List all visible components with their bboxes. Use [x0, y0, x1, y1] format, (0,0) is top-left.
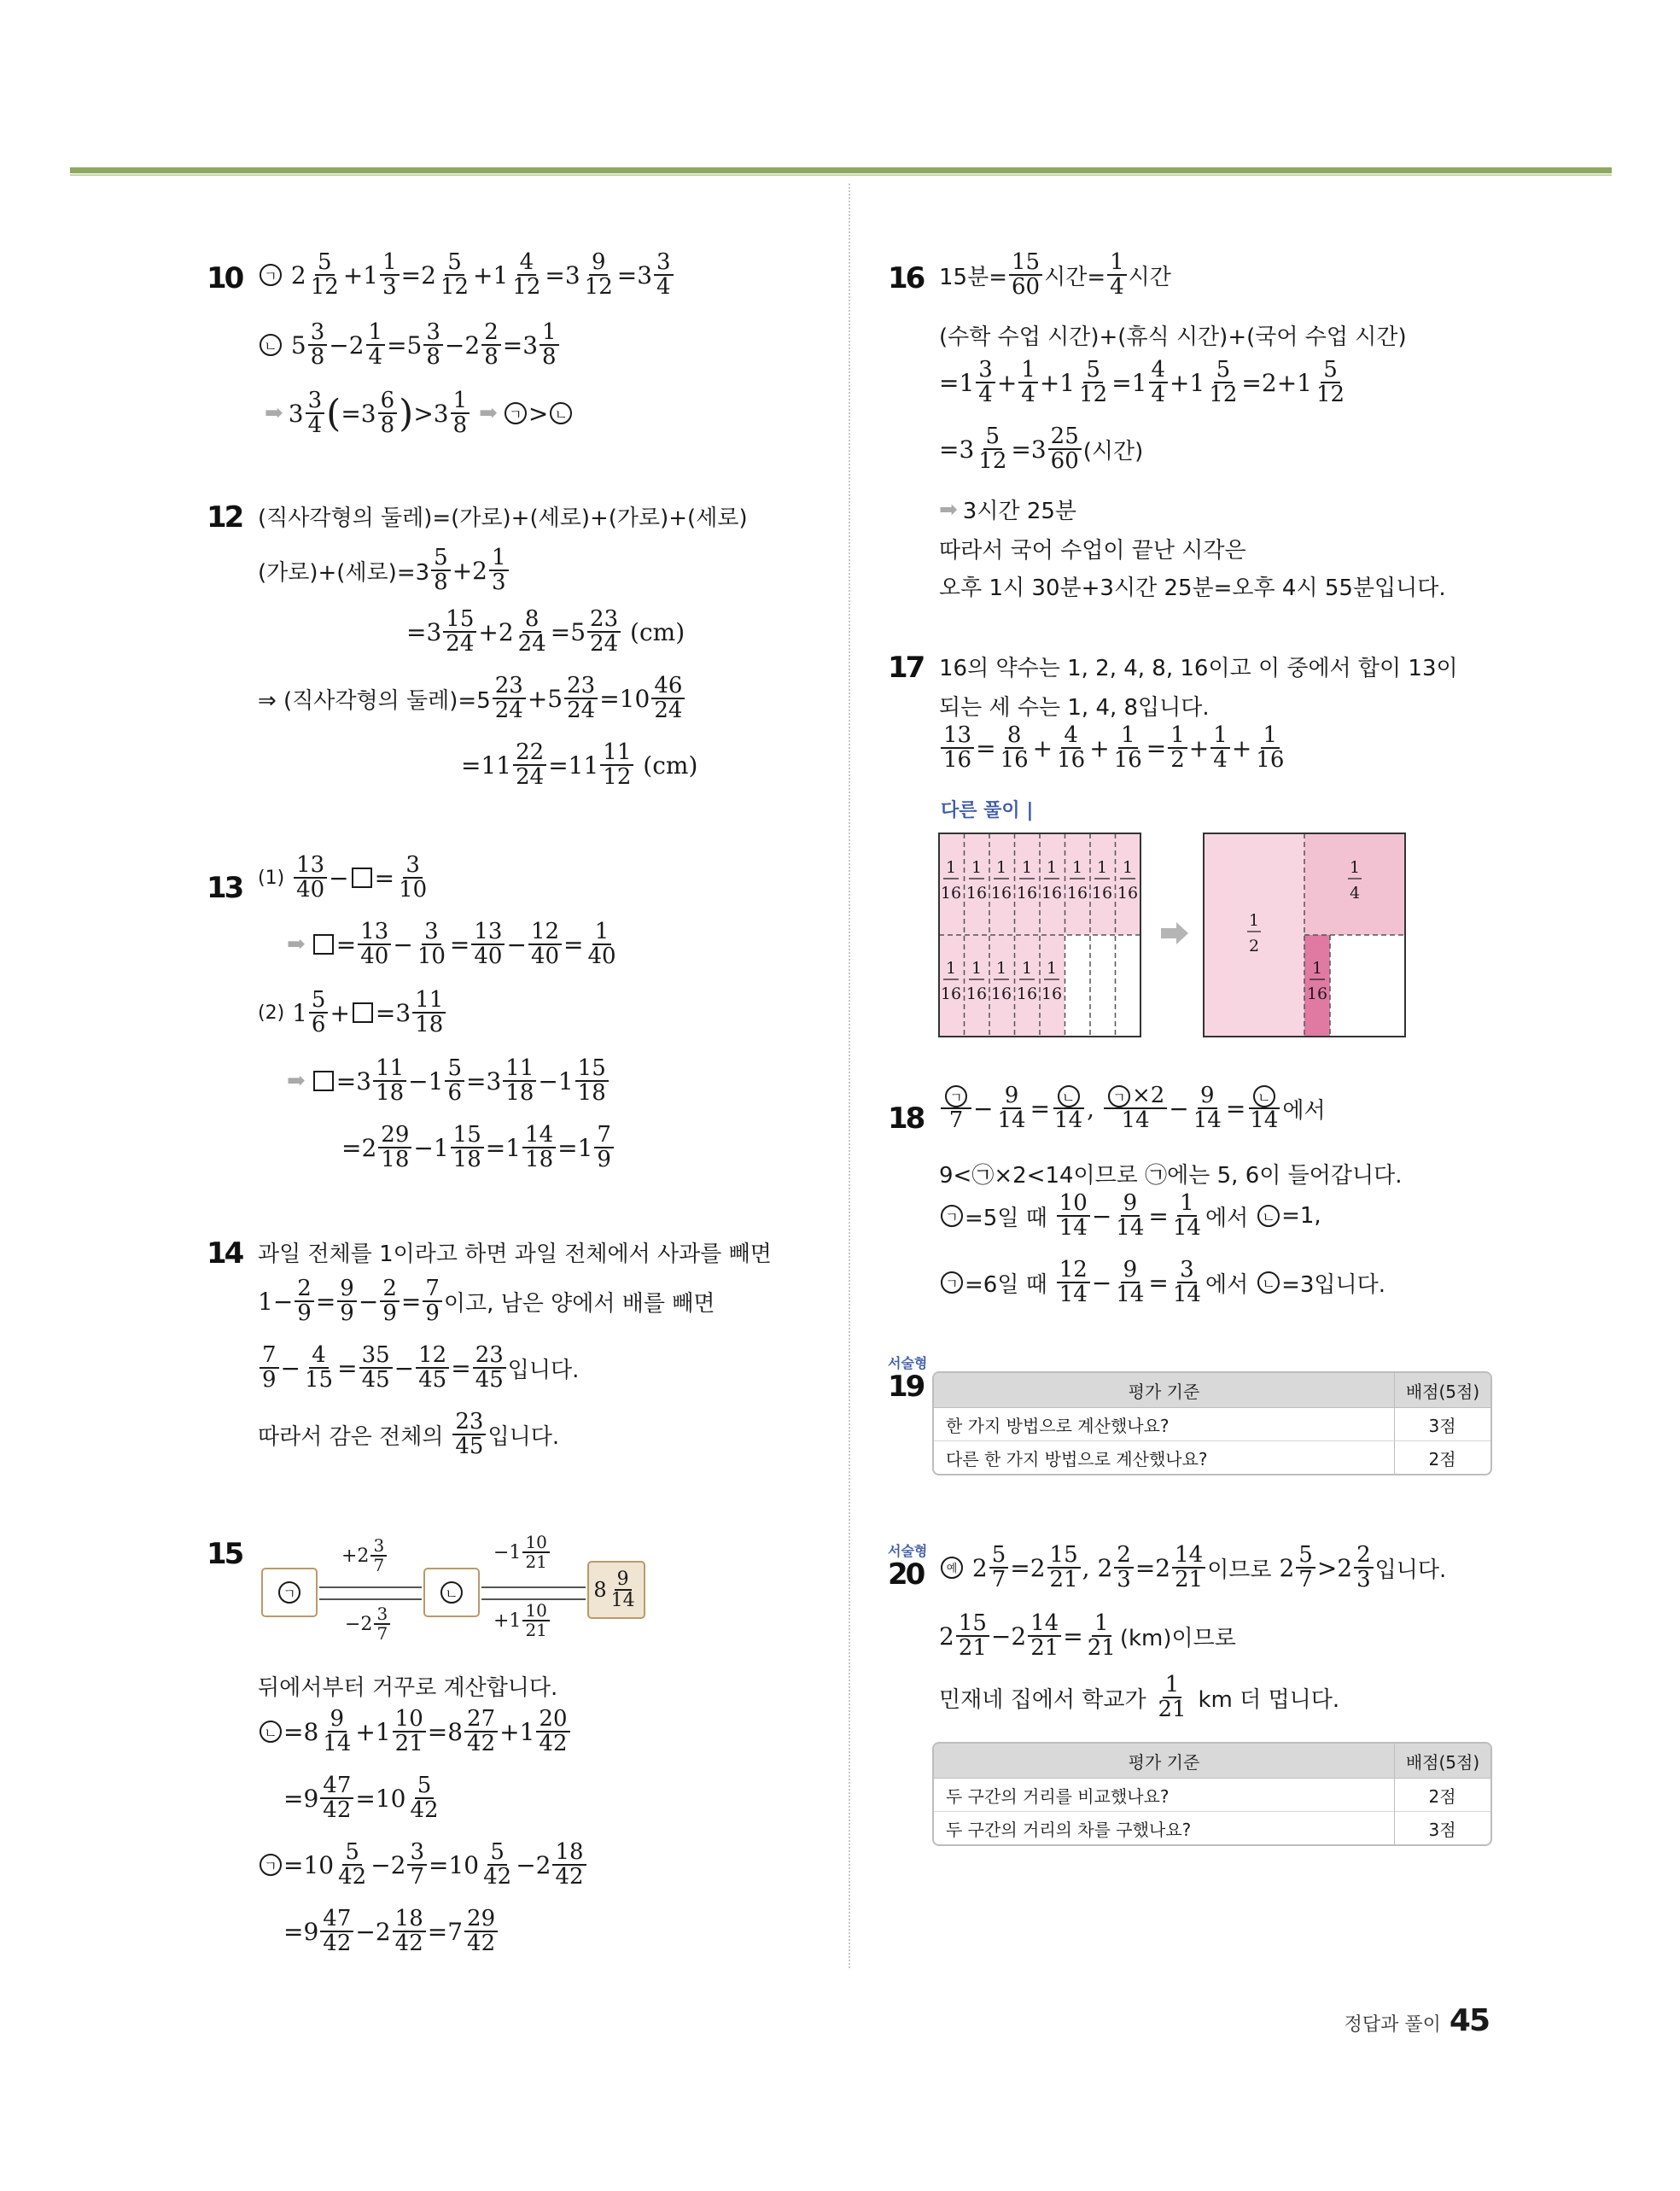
p15-line-2: ㄴ =8 9 14 +1 10 21 =8 27 42 +1 20 42 — [258, 1708, 572, 1756]
problem-number: 15 — [207, 1537, 242, 1571]
p18-line-3: ㄱ =5일 때 10 14 − 9 14 = 1 14 에서 ㄴ =1, — [939, 1192, 1321, 1241]
table-row: 한 가지 방법으로 계산했나요? 3점 — [934, 1408, 1490, 1441]
p12-line-1: (직사각형의 둘레)=(가로)+(세로)+(가로)+(세로) — [258, 505, 748, 531]
table-header: 평가 기준 — [934, 1373, 1394, 1408]
box-giyeok: ㄱ — [261, 1568, 318, 1617]
essay-type-tag: 서술형 — [888, 1355, 928, 1371]
forward-arrow-2 — [481, 1586, 586, 1588]
p12-line-4: ⇒ (직사각형의 둘레)=5 23 24 +5 23 24 =10 46 24 — [258, 675, 686, 723]
table-header: 평가 기준 — [934, 1744, 1394, 1779]
svg-text:1: 1 — [971, 959, 983, 978]
box-nieun: ㄴ — [423, 1568, 480, 1617]
p14-line-2: 1− 2 9 = 9 9 − 2 9 = 7 9 이고, 남은 양에서 배를 빼면 — [258, 1276, 715, 1327]
p20-line-2: 2 15 21 −2 14 21 = 1 21 (km)이므로 — [939, 1610, 1236, 1662]
p15-line-1: 뒤에서부터 거꾸로 계산합니다. — [258, 1675, 558, 1701]
p16-line-3: =1 3 4 + 1 4 +1 5 12 =1 4 4 +1 5 12 =2+1 5 12 — [939, 357, 1345, 408]
svg-text:1: 1 — [1021, 959, 1033, 978]
page-number: 45 — [1449, 2003, 1489, 2038]
p19-criteria-table — [932, 1371, 1492, 1475]
header-accent-underline — [70, 174, 1612, 176]
problem-number: 17 — [888, 651, 924, 685]
p15-line-4: ㄱ =10 5 42 −2 3 7 =10 5 42 −2 18 42 — [258, 1841, 588, 1890]
p16-line-5: ➡ 3시간 25분 — [939, 496, 1077, 524]
p13-line-5: =2 29 18 −1 15 18 =1 14 18 =1 7 9 — [341, 1124, 615, 1172]
p20-line-1: 예 2 5 7 =2 15 21 , 2 2 3 =2 14 21 이므로 2 5 7 >2 2 3 입니다. — [939, 1544, 1446, 1592]
table-header-points: 배점(5점) — [1394, 1373, 1490, 1408]
p13-line-3: (2) 1 5 6 + =3 11 18 — [258, 989, 447, 1037]
problem-number: 16 — [888, 261, 924, 295]
p18-line-2: 9<㉠×2<14이므로 ㉠에는 5, 6이 들어갑니다. — [939, 1163, 1403, 1189]
header-accent-bar — [70, 167, 1612, 173]
p13-line-2: ➡ = 13 40 − 3 10 = 13 40 − 12 40 = 1 40 — [287, 919, 616, 970]
column-divider — [849, 184, 850, 1968]
svg-text:16: 16 — [1041, 884, 1063, 903]
svg-text:16: 16 — [940, 884, 962, 903]
p12-line-3: =3 15 24 +2 8 24 =5 23 24 (cm) — [406, 606, 685, 657]
p18-line-1: ㄱ 7 − 9 14 = ㄴ 14 , ㄱ ×2 14 − 9 14 = ㄴ 14 에서 — [939, 1084, 1326, 1133]
problem-number: 14 — [207, 1236, 242, 1271]
p15-op-top-2: −1 10 21 — [493, 1534, 551, 1571]
svg-text:16: 16 — [1117, 884, 1139, 903]
svg-text:2: 2 — [1248, 937, 1260, 955]
p20-line-3: 민재네 집에서 학교가 1 21 km 더 멉니다. — [939, 1672, 1340, 1723]
problem-number: 18 — [888, 1101, 924, 1136]
p20-criteria-table — [932, 1742, 1492, 1846]
problem-number: 19 — [888, 1370, 924, 1404]
svg-text:4: 4 — [1349, 884, 1361, 903]
p16-line-6: 따라서 국어 수업이 끝난 시각은 — [939, 538, 1246, 564]
p15-op-top-1: +2 3 7 — [341, 1537, 388, 1575]
svg-text:16: 16 — [1091, 884, 1113, 903]
svg-text:16: 16 — [1306, 984, 1328, 1003]
svg-text:1: 1 — [945, 959, 957, 978]
p10-line-2: ㄴ 5 3 8 −2 1 4 =5 3 8 −2 2 8 =3 1 8 — [258, 321, 561, 370]
problem-number: 13 — [207, 871, 242, 905]
svg-text:1: 1 — [1311, 959, 1323, 978]
p16-line-1: 15분= $\frac{15}{60}$ 시간= $\frac{1}{4}$ 시간 — [939, 249, 1171, 301]
p15-line-5: =9 47 42 −2 18 42 =7 29 42 — [283, 1908, 499, 1956]
circled-giyeok: ㄱ — [260, 264, 282, 286]
p14-line-1: 과일 전체를 1이라고 하면 과일 전체에서 사과를 빼면 — [258, 1242, 772, 1267]
svg-text:1: 1 — [1122, 858, 1134, 877]
svg-text:16: 16 — [1066, 884, 1088, 903]
p17-line-2: 되는 세 수는 1, 4, 8입니다. — [939, 695, 1210, 721]
circled-nieun: ㄴ — [260, 334, 282, 356]
other-solution-label: 다른 풀이 | — [941, 800, 1034, 821]
svg-text:16: 16 — [1041, 984, 1063, 1003]
table-header-points: 배점(5점) — [1394, 1744, 1490, 1779]
svg-text:16: 16 — [965, 984, 988, 1003]
p18-line-4: ㄱ =6일 때 12 14 − 9 14 = 3 14 에서 ㄴ =3입니다. — [939, 1259, 1385, 1307]
p10-line-3: ➡ 3 3 4 ( =3 6 8 ) >3 1 8 ➡ ㄱ > ㄴ — [265, 389, 574, 438]
svg-text:1: 1 — [1248, 911, 1260, 930]
table-row: 다른 한 가지 방법으로 계산했나요? 2점 — [934, 1441, 1490, 1474]
arrow-right-icon: ➡ — [479, 400, 498, 427]
p13-line-4: ➡ =3 11 18 −1 5 6 =3 11 18 −1 15 18 — [287, 1057, 610, 1106]
p15-op-bot-2: +1 10 21 — [493, 1602, 551, 1639]
problem-number: 12 — [207, 500, 242, 535]
p17-line-1: 16의 약수는 1, 2, 4, 8, 16이고 이 중에서 합이 13이 — [939, 656, 1458, 681]
p16-line-7: 오후 1시 30분+3시간 25분=오후 4시 55분입니다. — [939, 576, 1446, 601]
backward-arrow-1 — [319, 1598, 422, 1600]
svg-text:16: 16 — [1016, 884, 1038, 903]
svg-text:16: 16 — [990, 984, 1012, 1003]
svg-text:16: 16 — [1016, 984, 1038, 1003]
svg-text:16: 16 — [990, 884, 1012, 903]
table-row: 두 구간의 거리의 차를 구했나요? 3점 — [934, 1812, 1490, 1844]
p17-line-3: 13 16 = 8 16 + 4 16 + 1 16 = 1 2 + 1 4 + 1 16 — [939, 724, 1288, 773]
p14-line-3: 7 9 − 4 15 = 35 45 − 12 45 = 23 45 입니다. — [258, 1344, 579, 1393]
svg-text:1: 1 — [1349, 858, 1361, 877]
table-row: 두 구간의 거리를 비교했나요? 2점 — [934, 1779, 1490, 1812]
p13-line-1: (1) 13 40 − = 3 10 — [258, 852, 428, 903]
p12-line-5: =11 22 24 =11 11 12 (cm) — [461, 739, 698, 791]
svg-text:1: 1 — [995, 959, 1007, 978]
svg-text:1: 1 — [1071, 858, 1083, 877]
svg-text:1: 1 — [1046, 858, 1058, 877]
p16-line-2: (수학 수업 시간)+(휴식 시간)+(국어 수업 시간) — [939, 324, 1407, 350]
svg-text:16: 16 — [940, 984, 962, 1003]
p12-line-2: (가로)+(세로)=3 5 8 +2 1 3 — [258, 546, 510, 595]
problem-number: 20 — [888, 1557, 924, 1592]
svg-text:1: 1 — [971, 858, 983, 877]
svg-text:1: 1 — [1096, 858, 1108, 877]
footer-label: 정답과 풀이 — [1344, 2014, 1441, 2036]
example-badge: 예 — [941, 1557, 963, 1579]
fraction-grid-diagram — [937, 830, 1424, 1040]
p15-line-3: =9 47 42 =10 5 42 — [283, 1773, 439, 1824]
p10-line-1: ㄱ 2 5 12 +1 1 3 =2 5 12 +1 4 12 =3 9 12 =3 3 4 — [258, 251, 675, 300]
page-footer — [1345, 2003, 1489, 2038]
svg-text:16: 16 — [965, 884, 988, 903]
box-result: 8 9 14 — [587, 1561, 645, 1619]
svg-text:1: 1 — [995, 858, 1007, 877]
arrow-right-icon: ➡ — [265, 400, 283, 427]
svg-text:1: 1 — [1046, 959, 1058, 978]
problem-number: 10 — [207, 261, 242, 295]
forward-arrow-1 — [319, 1586, 422, 1588]
p15-op-bot-1: −2 3 7 — [345, 1605, 392, 1643]
p14-line-4: 따라서 감은 전체의 23 45 입니다. — [258, 1409, 560, 1460]
p16-line-4: =3 5 12 =3 25 60 (시간) — [939, 424, 1144, 475]
svg-text:1: 1 — [945, 858, 957, 877]
svg-text:1: 1 — [1021, 858, 1033, 877]
essay-type-tag: 서술형 — [888, 1543, 928, 1559]
